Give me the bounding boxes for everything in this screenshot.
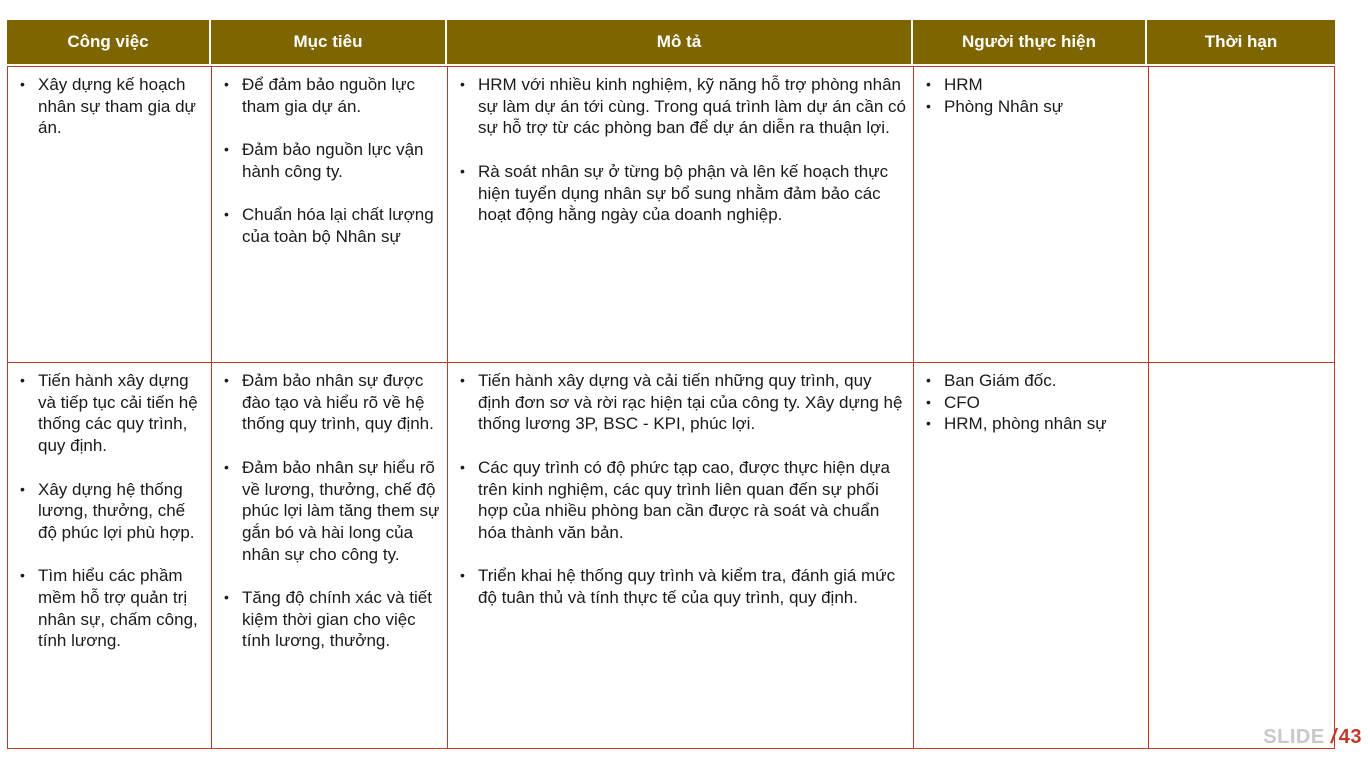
header-cong-viec: Công việc <box>7 20 209 64</box>
list-item: • Tiến hành xây dựng và tiếp tục cải tiến hệ thống các quy trình, quy định. <box>16 370 205 457</box>
table-cell-cong-viec-2 <box>7 362 211 749</box>
list-item: • Các quy trình có độ phức tạp cao, được thực hiện dựa trên kinh nghiệm, các quy trình liên quan đến sự phối hợp của nhiều phòng ban cần được rà soát và chuẩn hóa thành văn bản. <box>456 457 907 544</box>
table-cell-cong-viec-1 <box>7 66 211 363</box>
list-item: • Rà soát nhân sự ở từng bộ phận và lên kế hoạch thực hiện tuyển dụng nhân sự bổ sung nhằm đảm bảo các hoạt động hằng ngày của doanh nghiệp. <box>456 161 907 226</box>
list-item: • Tăng độ chính xác và tiết kiệm thời gian cho việc tính lương, thưởng. <box>220 587 441 652</box>
list-item: • Phòng Nhân sự <box>922 96 1142 118</box>
list-item: • CFO <box>922 392 1142 414</box>
slide-number <box>1263 726 1362 749</box>
list-item: • Để đảm bảo nguồn lực tham gia dự án. <box>220 74 441 117</box>
table-cell-nguoi-thuc-hien-2 <box>913 362 1148 749</box>
table-cell-nguoi-thuc-hien-1 <box>913 66 1148 363</box>
list-item: • Triển khai hệ thống quy trình và kiểm tra, đánh giá mức độ tuân thủ và tính thực tế của quy trình, quy định. <box>456 565 907 608</box>
slide-number-value: 43 <box>1338 726 1362 748</box>
list-item: • Tìm hiểu các phầm mềm hỗ trợ quản trị nhân sự, chấm công, tính lương. <box>16 565 205 652</box>
header-thoi-han: Thời hạn <box>1145 20 1335 64</box>
list-item: • HRM <box>922 74 1142 96</box>
header-muc-tieu: Mục tiêu <box>209 20 445 64</box>
table-cell-muc-tieu-2 <box>211 362 447 749</box>
list-item: • Đảm bảo nhân sự hiểu rõ về lương, thưởng, chế độ phúc lợi làm tăng them sự gắn bó và hài long của nhân sự cho công ty. <box>220 457 441 566</box>
table-cell-muc-tieu-1 <box>211 66 447 363</box>
list-item: • HRM với nhiều kinh nghiệm, kỹ năng hỗ trợ phòng nhân sự làm dự án tới cùng. Trong quá trình làm dự án cần có sự hỗ trợ từ các phòng ban để dự án diễn ra thuận lợi. <box>456 74 907 139</box>
list-item: • Chuẩn hóa lại chất lượng của toàn bộ Nhân sự <box>220 204 441 247</box>
header-mo-ta: Mô tả <box>445 20 911 64</box>
table-cell-thoi-han-1 <box>1148 66 1335 363</box>
table-cell-mo-ta-2 <box>447 362 913 749</box>
list-item: • HRM, phòng nhân sự <box>922 413 1142 435</box>
list-item: • Xây dựng kế hoạch nhân sự tham gia dự án. <box>16 74 205 139</box>
plan-table <box>7 20 1335 749</box>
list-item: • Tiến hành xây dựng và cải tiến những quy trình, quy định đơn sơ và rời rạc hiện tại của công ty. Xây dựng hệ thống lương 3P, BSC - KPI, phúc lợi. <box>456 370 907 435</box>
list-item: • Ban Giám đốc. <box>922 370 1142 392</box>
list-item: • Xây dựng hệ thống lương, thưởng, chế độ phúc lợi phù hợp. <box>16 479 205 544</box>
slide-word: SLIDE <box>1263 726 1325 748</box>
table-cell-thoi-han-2 <box>1148 362 1335 749</box>
slide-slash: / <box>1330 726 1337 748</box>
list-item: • Đảm bảo nhân sự được đào tạo và hiểu rõ về hệ thống quy trình, quy định. <box>220 370 441 435</box>
table-cell-mo-ta-1 <box>447 66 913 363</box>
list-item: • Đảm bảo nguồn lực vận hành công ty. <box>220 139 441 182</box>
header-nguoi-thuc-hien: Người thực hiện <box>911 20 1145 64</box>
